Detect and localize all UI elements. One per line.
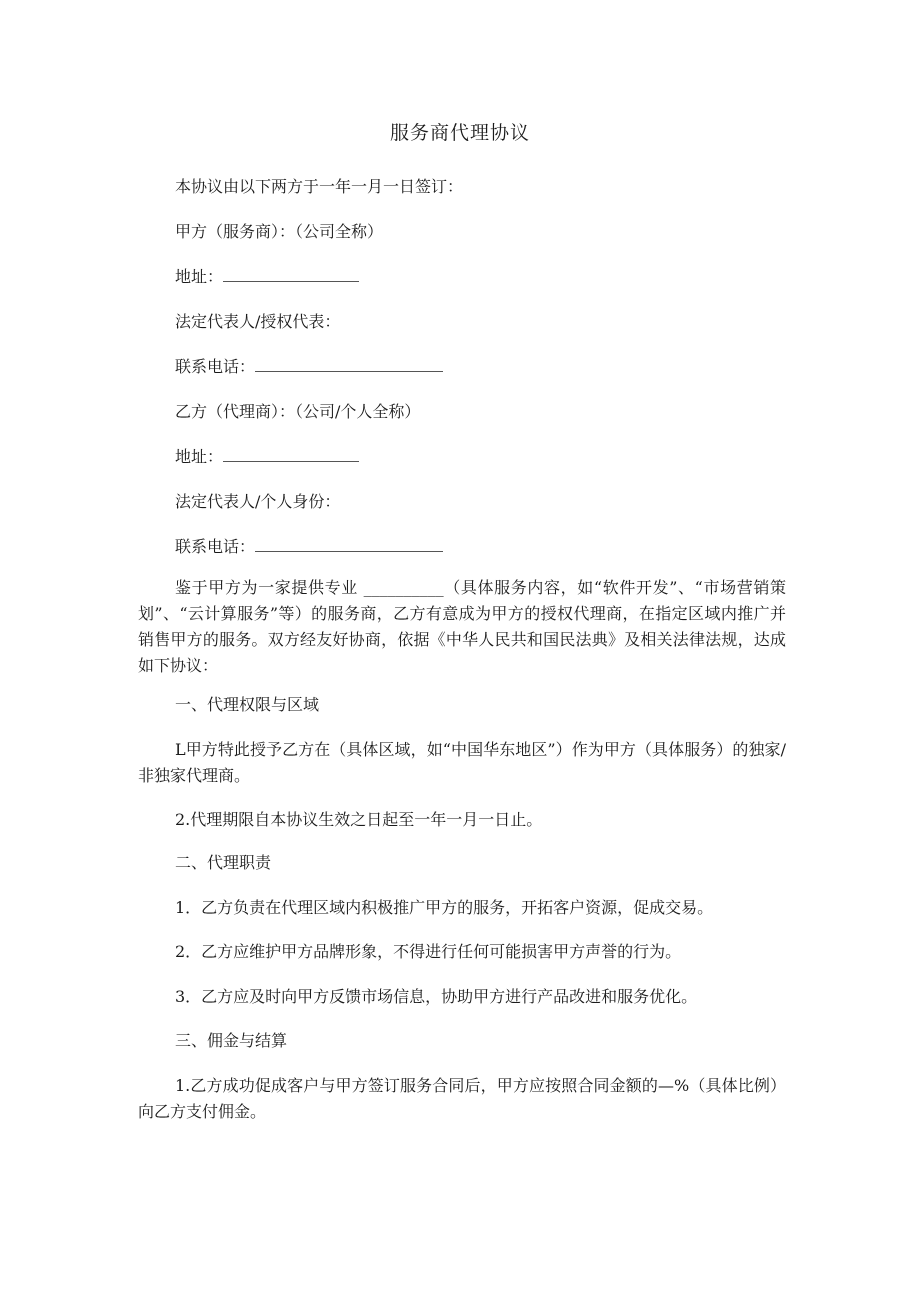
section-3-heading: 三、佣金与结算	[175, 1031, 288, 1050]
section-2-item-2: 2．乙方应维护甲方品牌形象，不得进行任何可能损害甲方声誉的行为。	[175, 942, 682, 961]
party-b-address-blank	[223, 447, 359, 462]
intro-line: 本协议由以下两方于一年一月一日签订：	[175, 177, 464, 196]
party-a-rep: 法定代表人/授权代表：	[175, 312, 341, 331]
section-2-item-1: 1．乙方负责在代理区域内积极推广甲方的服务，开拓客户资源，促成交易。	[175, 898, 714, 917]
party-b-phone-blank	[255, 537, 443, 552]
section-1-item-2: 2.代理期限自本协议生效之日起至一年一月一日止。	[175, 810, 543, 829]
party-a-heading: 甲方（服务商）：（公司全称）	[175, 222, 384, 241]
party-b-phone	[175, 536, 443, 558]
document-title: 服务商代理协议	[389, 122, 530, 144]
section-2-item-3: 3．乙方应及时向甲方反馈市场信息，协助甲方进行产品改进和服务优化。	[175, 987, 698, 1006]
party-a-address-blank	[223, 267, 359, 282]
party-b-address	[175, 446, 359, 468]
party-b-address-label: 地址：	[175, 447, 224, 466]
section-1-heading: 一、代理权限与区域	[175, 695, 320, 714]
party-a-phone-blank	[255, 357, 443, 372]
party-a-phone-label: 联系电话：	[175, 357, 256, 376]
section-1-item-1: L甲方特此授予乙方在（具体区域，如“中国华东地区”）作为甲方（具体服务）的独家/非独家代理商。	[138, 740, 786, 785]
party-b-heading: 乙方（代理商）：（公司/个人全称）	[175, 402, 421, 421]
party-b-rep: 法定代表人/个人身份：	[175, 492, 341, 511]
party-a-phone	[175, 356, 443, 378]
preamble-paragraph: 鉴于甲方为一家提供专业 __________（具体服务内容，如“软件开发”、“市场营销策划”、“云计算服务”等）的服务商，乙方有意成为甲方的授权代理商，在指定区域内推广并销售甲方的服务。双方经友好协商，依据《中华人民共和国民法典》及相关法律法规，达成如下协议：	[138, 578, 786, 675]
section-3-item-1: 1.乙方成功促成客户与甲方签订服务合同后，甲方应按照合同金额的—%（具体比例）向乙方支付佣金。	[138, 1076, 786, 1121]
section-2-heading: 二、代理职责	[175, 853, 272, 872]
party-b-phone-label: 联系电话：	[175, 537, 256, 556]
party-a-address	[175, 266, 359, 288]
party-a-address-label: 地址：	[175, 267, 224, 286]
